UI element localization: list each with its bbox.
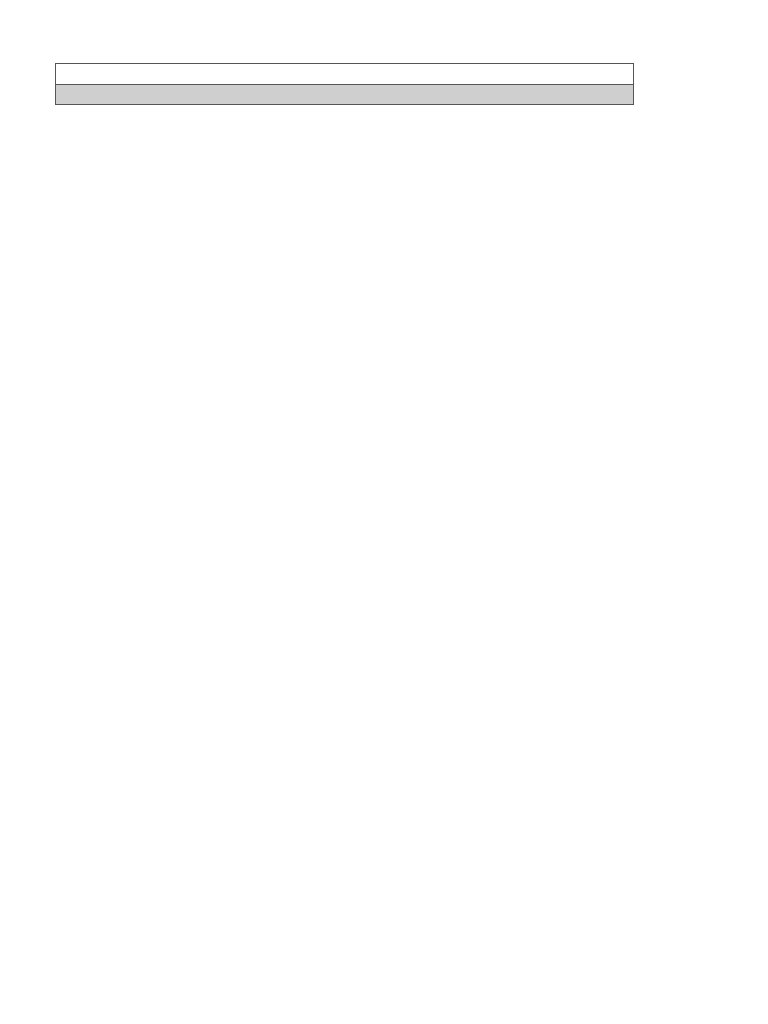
- name-row: [56, 64, 633, 84]
- student-info-box: [55, 63, 634, 105]
- teacher-row: [56, 84, 633, 104]
